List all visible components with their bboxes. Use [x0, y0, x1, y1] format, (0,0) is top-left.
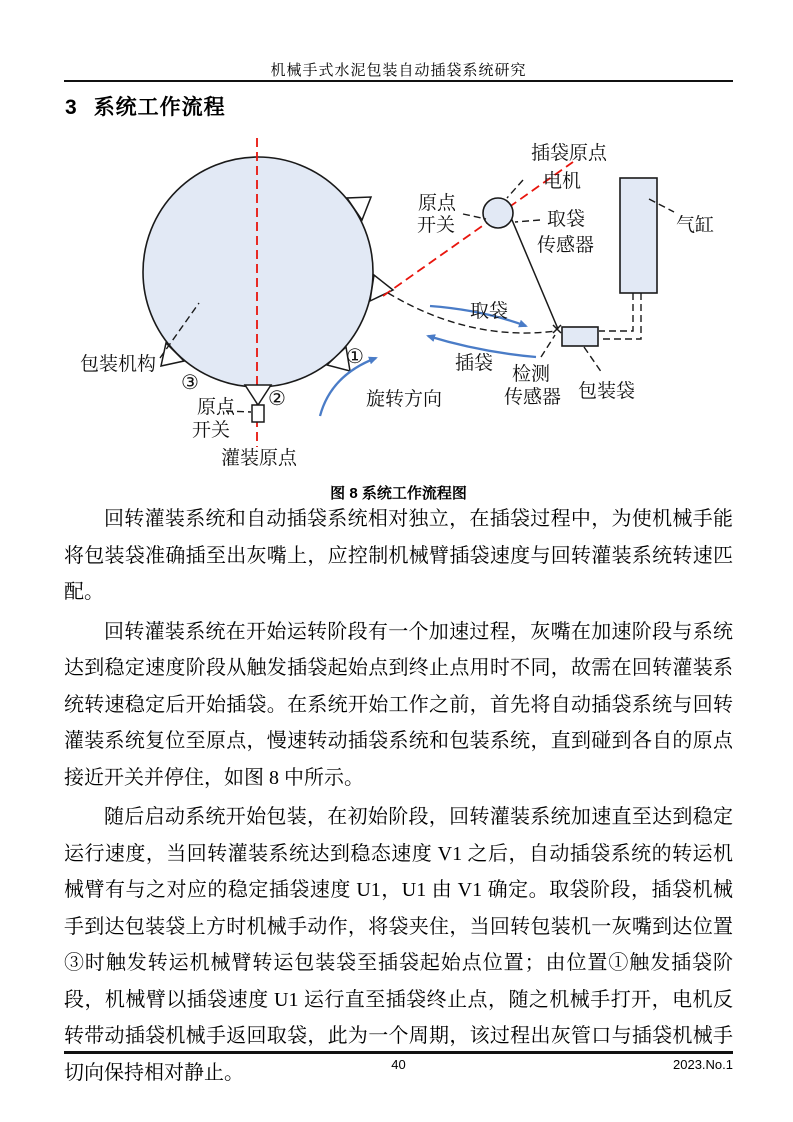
motor-circle — [483, 198, 513, 228]
leader-motor — [507, 180, 523, 198]
issue-label: 2023.No.1 — [673, 1057, 733, 1072]
label-position-1: ① — [346, 346, 364, 368]
section-title — [65, 91, 226, 121]
label-packaging-mechanism: 包装机构 — [80, 354, 157, 375]
air-cylinder-rect — [620, 178, 657, 293]
header-rule — [64, 80, 733, 82]
running-title: 机械手式水泥包装自动插袋系统研究 — [270, 63, 527, 79]
detect-sensor-rect — [562, 327, 598, 346]
label-detect-sensor-1: 检测 — [512, 364, 551, 385]
figure-caption: 图 8 系统工作流程图 — [330, 485, 467, 502]
body-text — [64, 501, 733, 1094]
cylinder-rod-line-1 — [599, 293, 633, 331]
paragraph-2: 回转灌装系统在开始运转阶段有一个加速过程，灰嘴在加速阶段与系统达到稳定速度阶段从触发插袋起始点到终止点用时不同，故需在回转灌装系统转速稳定后开始插袋。在系统开始工作之前，首先将自动插袋系统与回转灌装系统复位至原点，慢速转动插袋系统和包装系统，直到碰到各自的原点接近开关并停住，如图 8 中所示。 — [64, 620, 733, 789]
workflow-diagram — [0, 125, 793, 475]
label-origin-switch-bottom-1: 原点 — [197, 397, 236, 418]
paragraph-3: 随后启动系统开始包装，在初始阶段，回转灌装系统加速直至达到稳定运行速度，当回转灌装系统达到稳态速度 V1 之后，自动插袋系统的转运机械臂有与之对应的稳定插袋速度 U1，U1 由 V1 确定。取袋阶段，插袋机械手到达包装袋上方时机械手动作，将袋夹住，当回转包装机一灰嘴到达位置③时触发转运机械臂转运包装袋至插袋起始点位置；由位置①触发插袋阶段，机械臂以插袋速度 U1 运行直至插袋终止点，随之机械手打开，电机反转带动插袋机械手返回取袋，此为一个周期，该过程出灰管口与插袋机械手切向保持相对静止。 — [64, 806, 733, 1084]
label-rotation-direction: 旋转方向 — [366, 389, 443, 410]
footer-rule — [64, 1051, 733, 1054]
label-package-bag: 包装袋 — [578, 381, 636, 402]
label-pick-bag: 取袋 — [470, 301, 509, 322]
nozzle-right — [370, 275, 393, 301]
section-title-text: 系统工作流程 — [93, 96, 226, 119]
section-number: 3 — [65, 96, 78, 119]
label-origin-switch-bottom-2: 开关 — [192, 420, 231, 441]
leader-detect-sensor — [541, 335, 555, 357]
label-filling-origin: 灌装原点 — [221, 448, 298, 469]
label-position-3: ③ — [181, 372, 199, 394]
rotary-packer-circle — [143, 157, 373, 387]
filling-origin-switch-block — [252, 405, 264, 422]
page-number: 40 — [391, 1057, 406, 1072]
leader-pick-sensor — [515, 220, 540, 222]
label-detect-sensor-2: 传感器 — [504, 387, 562, 408]
label-air-cylinder: 气缸 — [676, 215, 715, 236]
paragraph-1: 回转灌装系统和自动插袋系统相对独立，在插袋过程中，为使机械手能将包装袋准确插至出灰嘴上，应控制机械臂插袋速度与回转灌装系统转速匹配。 — [64, 508, 733, 603]
label-position-2: ② — [268, 388, 286, 410]
leader-package-bag — [584, 347, 602, 373]
label-origin-switch-top-2: 开关 — [417, 215, 456, 236]
label-insert-bag: 插袋 — [455, 353, 494, 374]
label-pick-sensor-1: 取袋 — [547, 209, 586, 230]
label-pick-sensor-2: 传感器 — [537, 235, 595, 256]
label-origin-switch-top-1: 原点 — [418, 193, 457, 214]
label-bag-insert-origin: 插袋原点 — [531, 143, 608, 164]
cylinder-rod-line-2 — [599, 293, 641, 339]
label-motor: 电机 — [543, 171, 582, 192]
